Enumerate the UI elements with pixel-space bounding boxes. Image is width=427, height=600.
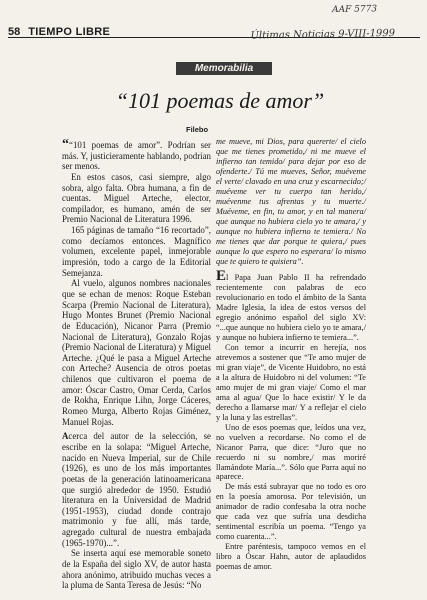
paragraph: De más está subrayar que no todo es oro en la poesía amorosa. Por televisión, un animador de radio confesaba la otra noche que cada vez que sufría una desdicha sentimental escribía un poema. “Tengo ya como cuarenta...”. [216, 482, 366, 542]
paragraph: Se inserta aquí ese memorable soneto de la España del siglo XV, de autor hasta ahora anónimo, atribuido muchas veces a la pluma de Santa Teresa de Jesús: “No [62, 548, 211, 591]
paragraph: Con temor a incurrir en herejía, nos atrevemos a sostener que “Te amo mujer de mi gran viaje”, de Vicente Huidobro, no está a la altura de Huidobro ni del volumen: “Te amo mujer de mi gran viaje/ Como el mar ama al agua/ Que lo hace existir/ Y le da derecho a llamarse mar/ Y a reflejar el cielo y la luna y las estrellas”. [216, 342, 366, 422]
paragraph-text: “101 poemas de amor”. Podrían ser más. Y, justicieramente hablando, podrían ser menos. [62, 140, 211, 172]
paragraph: Uno de esos poemas que, leídos una vez, no vuelven a recordarse. No como el de Nicanor Parra, que dice: “Juro que no recuerdo ni su nombre,/ mas moriré llamándote María...”. Sólo que Parra aquí no aparece. [216, 422, 366, 482]
archive-code: AAF 5773 [332, 4, 378, 16]
paragraph [62, 137, 211, 172]
source-note: Últimas Noticias 9-VIII-1999 [250, 27, 396, 42]
paragraph: En estos casos, casi siempre, algo sobra, algo falta. Obra humana, a fin de cuentas. Miguel Arteche, elector, compilador, es humano, amén de ser Premio Nacional de Literatura 1996. [62, 171, 211, 225]
paragraph: Acerca del autor de la selección, se escribe en la solapa: “Miguel Arteche, nacido en Nueva Imperial, sur de Chile (1926), es uno de los más importantes poetas de la generación latinoamericana que surgió alrededor de 1950. Estudió literatura en la Universidad de Madrid (1951-1953), ciudad donde contrajo matrimonio y fue allí, más tarde, agregado cultural de nuestra embajada (1965-1970)...”. [62, 431, 211, 548]
paragraph: me mueve, mi Dios, para quererte/ el cielo que me tienes prometido,/ ni me mueve el infierno tan temido/ para dejar por eso de ofenderte./ Tú me mueves, Señor, muéveme el verte/ clavado en una cruz y escarnecido;/ muéveme ver tu cuerpo tan herido,/ muévenme tus afrentas y tu muerte./ Muéveme, en fin, tu amor, y en tal manera/ que aunque no hubiera cielo yo te amara,/ y aunque no hubiera infierno te temiera./ No me tienes que dar porque te quiera,/ pues aunque lo que espero no esperara/ lo mismo que te quiero te quisiera”. [216, 137, 366, 266]
rubric-banner: Memorabilia [176, 62, 272, 75]
page-number: 58 [8, 26, 21, 38]
section-name: TIEMPO LIBRE [28, 26, 111, 38]
article-title: “101 poemas de amor” [115, 88, 325, 113]
paragraph: 165 páginas de tamaño “16 recortado”, como decíamos entonces. Magnífico volumen, excelente papel, inmejorable impresión, todo a cargo de la Editorial Semejanza. [62, 225, 211, 278]
paragraph: Al vuelo, algunos nombres nacionales que se echan de menos: Roque Esteban Scarpa (Premio Nacional de Literatura), Hugo Montes Brunet (Premio Nacional de Educación), Nicanor Parra (Premio Nacional de Literatura), Gonzalo Rojas (Premio Nacional de Literatura) y Miguel Arteche. ¿Qué le pasa a Miguel Arteche con Arteche? Ausencia de otros poetas chilenos que cultivaron el poema de amor: Óscar Castro, Omar Cerda, Carlos de Rokha, Enrique Lihn, Jorge Cáceres, Romeo Murga, Alberto Rojas Giménez, Manuel Rojas. [62, 278, 211, 427]
paragraph: El Papa Juan Pablo II ha refrendado recientemente con palabras de eco revolucionario en todo el ámbito de la Santa Madre Iglesia, la idea de estos versos del egregio anónimo español del siglo XV: “...que aunque no hubiera cielo yo te amara,/ y aunque no hubiera infierno te temiera...”. [216, 267, 366, 342]
paragraph: Entre paréntesis, tampoco vemos en el libro a Óscar Hahn, autor de aplaudidos poemas de amor. [216, 542, 366, 572]
article-column-2 [216, 137, 366, 572]
article-column-1 [62, 137, 211, 591]
page-header [8, 22, 420, 38]
author-byline: Filebo [186, 125, 209, 134]
handwritten-annotation [250, 2, 422, 42]
quote-mark: “ [62, 137, 69, 152]
